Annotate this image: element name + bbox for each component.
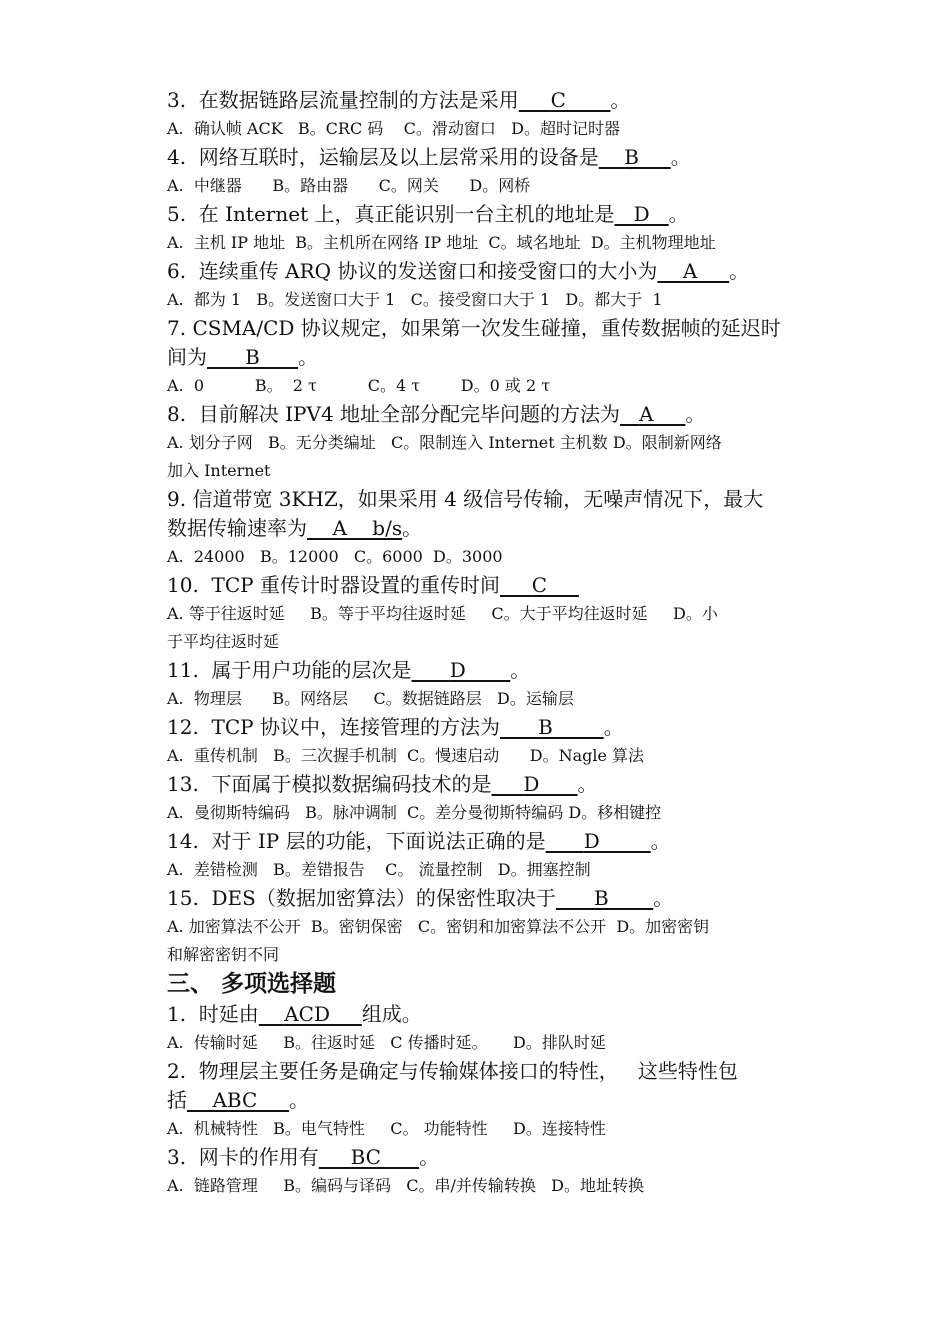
- question-suffix: 。: [668, 202, 689, 226]
- answer-blank: C: [499, 573, 579, 597]
- answer-options: A. 确认帧 ACK B。CRC 码 C。滑动窗口 D。超时记时器: [167, 119, 620, 138]
- question-suffix: 。: [419, 1145, 440, 1169]
- answer-options: 加入 Internet: [167, 461, 271, 480]
- question-suffix: 。: [670, 145, 691, 169]
- question-line: [167, 514, 792, 543]
- question-line: [167, 1086, 792, 1115]
- answer-options: A. 24000 B。12000 C。6000 D。3000: [167, 547, 503, 566]
- question-line: [167, 1143, 792, 1172]
- question-line: [167, 485, 792, 514]
- answer-options: A. 重传机制 B。三次握手机制 C。慢速启动 D。Nagle 算法: [167, 746, 645, 765]
- question-text: 6. 连续重传 ARQ 协议的发送窗口和接受窗口的大小为: [167, 259, 658, 283]
- answer-blank: D: [491, 772, 578, 796]
- question-text: 15. DES（数据加密算法）的保密性取决于: [167, 886, 556, 910]
- question-line: [167, 343, 792, 372]
- question-line: [167, 86, 792, 115]
- question-line: [167, 713, 792, 742]
- question-suffix: 。: [685, 402, 706, 426]
- section-heading: 三、 多项选择题: [167, 971, 337, 997]
- question-text: 3. 在数据链路层流量控制的方法是采用: [167, 88, 519, 112]
- answer-options: A. 机械特性 B。电气特性 C。 功能特性 D。连接特性: [167, 1119, 606, 1138]
- question-line: [167, 143, 792, 172]
- question-line: [167, 571, 792, 600]
- question-line: [167, 827, 792, 856]
- question-text: 4. 网络互联时，运输层及以上层常采用的设备是: [167, 145, 599, 169]
- answer-blank: B: [598, 145, 671, 169]
- answer-options: A. 中继器 B。路由器 C。网关 D。网桥: [167, 176, 531, 195]
- question-line: [167, 1000, 792, 1029]
- answer-blank: A: [620, 402, 686, 426]
- answer-blank: A: [657, 259, 730, 283]
- answer-blank: D: [545, 829, 651, 853]
- answer-options: A. 0 B。 2 τ C。4 τ D。0 或 2 τ: [167, 376, 551, 395]
- question-text: 9. 信道带宽 3KHZ，如果采用 4 级信号传输，无噪声情况下，最大: [167, 487, 764, 511]
- question-line: [167, 770, 792, 799]
- question-line: [167, 656, 792, 685]
- question-text: 2. 物理层主要任务是确定与传输媒体接口的特性， 这些特性包: [167, 1059, 738, 1083]
- answer-blank: ACD: [258, 1002, 362, 1026]
- answer-options: A. 主机 IP 地址 B。主机所在网络 IP 地址 C。域名地址 D。主机物理地址: [167, 233, 716, 252]
- question-text: 11. 属于用户功能的层次是: [167, 658, 412, 682]
- answer-blank: A b/s: [307, 516, 403, 540]
- answer-blank: D: [614, 202, 669, 226]
- question-text: 13. 下面属于模拟数据编码技术的是: [167, 772, 492, 796]
- question-line: [167, 884, 792, 913]
- question-line: [167, 1057, 792, 1086]
- answer-blank: BC: [318, 1145, 420, 1169]
- question-text: 3. 网卡的作用有: [167, 1145, 319, 1169]
- answer-options: A. 都为 1 B。发送窗口大于 1 C。接受窗口大于 1 D。都大于 1: [167, 290, 663, 309]
- question-line: [167, 257, 792, 286]
- question-suffix: 。: [510, 658, 531, 682]
- answer-blank: B: [555, 886, 654, 910]
- question-suffix: 。: [298, 345, 318, 369]
- answer-options: A. 物理层 B。网络层 C。数据链路层 D。运输层: [167, 689, 574, 708]
- answer-options: 和解密密钥不同: [167, 945, 280, 964]
- question-suffix: 。: [402, 516, 423, 540]
- answer-blank: B: [207, 345, 298, 369]
- question-text: 间为: [167, 345, 207, 369]
- answer-blank: D: [411, 658, 511, 682]
- answer-blank: C: [518, 88, 611, 112]
- answer-blank: B: [499, 715, 604, 739]
- question-line: [167, 314, 792, 343]
- question-list: [167, 86, 792, 1200]
- answer-options: 于平均往返时延: [167, 632, 280, 651]
- answer-options: A. 等于往返时延 B。等于平均往返时延 C。大于平均往返时延 D。小: [167, 604, 718, 623]
- question-suffix: 。: [729, 259, 750, 283]
- answer-options: A. 加密算法不公开 B。密钥保密 C。密钥和加密算法不公开 D。加密密钥: [167, 917, 710, 936]
- question-suffix: 。: [577, 772, 598, 796]
- answer-options: A. 曼彻斯特编码 B。脉冲调制 C。差分曼彻斯特编码 D。移相键控: [167, 803, 662, 822]
- answer-options: A. 链路管理 B。编码与译码 C。串/并传输转换 D。地址转换: [167, 1176, 644, 1195]
- question-text: 括: [167, 1088, 187, 1112]
- question-line: [167, 200, 792, 229]
- question-text: 1. 时延由: [167, 1002, 259, 1026]
- answer-options: A. 划分子网 B。无分类编址 C。限制连入 Internet 主机数 D。限制新网络: [167, 433, 722, 452]
- question-suffix: 。: [603, 715, 624, 739]
- question-suffix: 组成。: [361, 1002, 422, 1026]
- answer-blank: ABC: [187, 1088, 290, 1112]
- question-text: 数据传输速率为: [167, 516, 307, 540]
- question-text: 14. 对于 IP 层的功能，下面说法正确的是: [167, 829, 546, 853]
- answer-options: A. 传输时延 B。往返时延 C 传播时延。 D。排队时延: [167, 1033, 606, 1052]
- question-text: 12. TCP 协议中，连接管理的方法为: [167, 715, 500, 739]
- question-suffix: 。: [610, 88, 631, 112]
- question-text: 5. 在 Internet 上，真正能识别一台主机的地址是: [167, 202, 615, 226]
- answer-options: A. 差错检测 B。差错报告 C。 流量控制 D。拥塞控制: [167, 860, 591, 879]
- question-suffix: 。: [650, 829, 671, 853]
- question-suffix: 。: [289, 1088, 310, 1112]
- question-suffix: 。: [653, 886, 674, 910]
- question-text: 7. CSMA/CD 协议规定，如果第一次发生碰撞，重传数据帧的延迟时: [167, 316, 781, 340]
- question-line: [167, 400, 792, 429]
- question-text: 8. 目前解决 IPV4 地址全部分配完毕问题的方法为: [167, 402, 621, 426]
- question-text: 10. TCP 重传计时器设置的重传时间: [167, 573, 500, 597]
